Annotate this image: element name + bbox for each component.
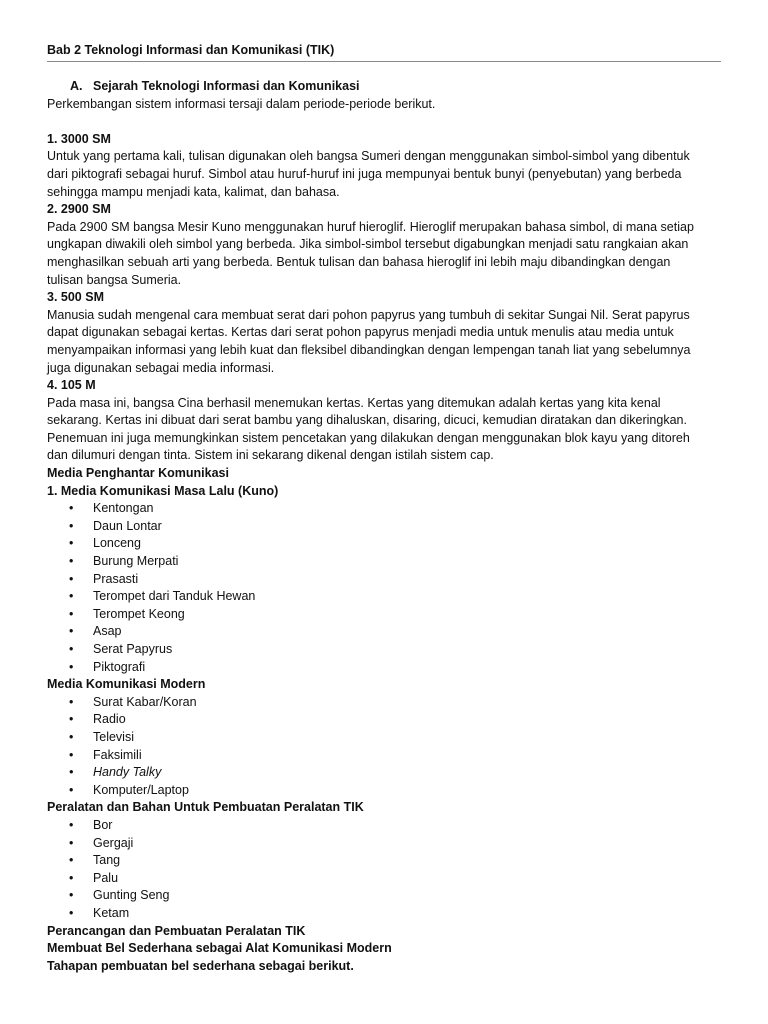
closing-heading: Perancangan dan Pembuatan Peralatan TIK bbox=[47, 923, 306, 938]
period-text-line: menyampaikan informasi yang lebih kuat dan fleksibel dibandingkan dengan lempengan tanah liat yang sebelumnya bbox=[47, 342, 691, 357]
period-text-line: Manusia sudah mengenal cara membuat serat dari pohon papyrus yang tumbuh di sekitar Sungai Nil. Serat papyrus bbox=[47, 307, 690, 322]
list-item: • Daun Lontar bbox=[47, 518, 721, 536]
section-intro: Perkembangan sistem informasi tersaji dalam periode-periode berikut. bbox=[47, 96, 436, 111]
period-title: 4. 105 M bbox=[47, 378, 96, 393]
past-media-list bbox=[47, 500, 721, 676]
closing-subheading: Membuat Bel Sederhana sebagai Alat Komunikasi Modern bbox=[47, 941, 392, 956]
list-item: • Palu bbox=[47, 870, 721, 888]
period-text-line: juga digunakan sebagai media informasi. bbox=[47, 360, 275, 375]
closing-instruction: Tahapan pembuatan bel sederhana sebagai berikut. bbox=[47, 958, 354, 973]
past-media-heading: 1. Media Komunikasi Masa Lalu (Kuno) bbox=[47, 483, 279, 498]
list-item: • Televisi bbox=[47, 729, 721, 747]
period-text-line: dari piktografi sebagai huruf. Simbol atau huruf-huruf ini juga mempunyai bentuk bunyi (penyebutan) yang berbeda bbox=[47, 166, 682, 181]
modern-media-list bbox=[47, 694, 721, 800]
period-text-line: dan dilumuri dengan tinta. Sistem ini sekarang dikenal dengan istilah sistem cap. bbox=[47, 448, 494, 463]
media-heading: Media Penghantar Komunikasi bbox=[47, 466, 229, 481]
list-item: • Terompet dari Tanduk Hewan bbox=[47, 588, 721, 606]
period-text-line: Untuk yang pertama kali, tulisan digunakan oleh bangsa Sumeri dengan menggunakan simbol-simbol yang dibentuk bbox=[47, 149, 690, 164]
period-text-line: tulisan bangsa Sumeria. bbox=[47, 272, 182, 287]
period-text-line: ungkapan diwakili oleh simbol yang berbeda. Jika simbol-simbol tersebut digabungkan menjadi satu rangkaian akan bbox=[47, 237, 689, 252]
list-item: • Surat Kabar/Koran bbox=[47, 694, 721, 712]
period-text-line: sekarang. Kertas ini dibuat dari serat bambu yang dihaluskan, disaring, dicuci, kemudian diratakan dan dikeringkan. bbox=[47, 413, 687, 428]
list-item: • Handy Talky bbox=[47, 764, 721, 782]
period-title: 3. 500 SM bbox=[47, 290, 104, 305]
list-item: • Kentongan bbox=[47, 500, 721, 518]
section-number: A. bbox=[70, 79, 83, 93]
document-body bbox=[47, 78, 721, 975]
modern-media-heading: Media Komunikasi Modern bbox=[47, 677, 206, 692]
tools-heading: Peralatan dan Bahan Untuk Pembuatan Peralatan TIK bbox=[47, 800, 364, 815]
period-text-line: Pada masa ini, bangsa Cina berhasil menemukan kertas. Kertas yang ditemukan adalah kertas yang kita kenal bbox=[47, 395, 661, 410]
list-item: • Gunting Seng bbox=[47, 887, 721, 905]
list-item: • Asap bbox=[47, 623, 721, 641]
list-item: • Gergaji bbox=[47, 835, 721, 853]
tools-list bbox=[47, 817, 721, 923]
list-item: • Prasasti bbox=[47, 571, 721, 589]
chapter-title: Bab 2 Teknologi Informasi dan Komunikasi (TIK) bbox=[47, 43, 335, 57]
list-item: • Burung Merpati bbox=[47, 553, 721, 571]
list-item: • Terompet Keong bbox=[47, 606, 721, 624]
period-text-line: menghasilkan sebuah arti yang berbeda. Bentuk tulisan dan bahasa hieroglif ini lebih maju dibandingkan dengan bbox=[47, 254, 671, 269]
period-title: 2. 2900 SM bbox=[47, 202, 111, 217]
section-heading-text: Sejarah Teknologi Informasi dan Komunikasi bbox=[93, 79, 360, 93]
period-text-line: Penemuan ini juga memungkinkan sistem pencetakan yang dilakukan dengan menggunakan blok kayu yang ditoreh bbox=[47, 430, 690, 445]
section-heading bbox=[47, 78, 721, 96]
list-item: • Lonceng bbox=[47, 535, 721, 553]
list-item: • Ketam bbox=[47, 905, 721, 923]
list-item: • Radio bbox=[47, 711, 721, 729]
list-item: • Bor bbox=[47, 817, 721, 835]
header-divider bbox=[47, 61, 721, 62]
period-text-line: sehingga mampu menjadi kata, kalimat, dan bahasa. bbox=[47, 184, 340, 199]
period-text-line: dapat digunakan sebagai kertas. Kertas dari serat pohon papyrus menjadi media untuk menulis atau media untuk bbox=[47, 325, 674, 340]
period-text-line: Pada 2900 SM bangsa Mesir Kuno menggunakan huruf hieroglif. Hieroglif merupakan bahasa simbol, di mana setiap bbox=[47, 219, 694, 234]
list-item: • Komputer/Laptop bbox=[47, 782, 721, 800]
list-item: • Faksimili bbox=[47, 747, 721, 765]
period-title: 1. 3000 SM bbox=[47, 131, 111, 146]
list-item: • Piktografi bbox=[47, 659, 721, 677]
blank-line bbox=[47, 113, 721, 131]
list-item: • Tang bbox=[47, 852, 721, 870]
list-item: • Serat Papyrus bbox=[47, 641, 721, 659]
